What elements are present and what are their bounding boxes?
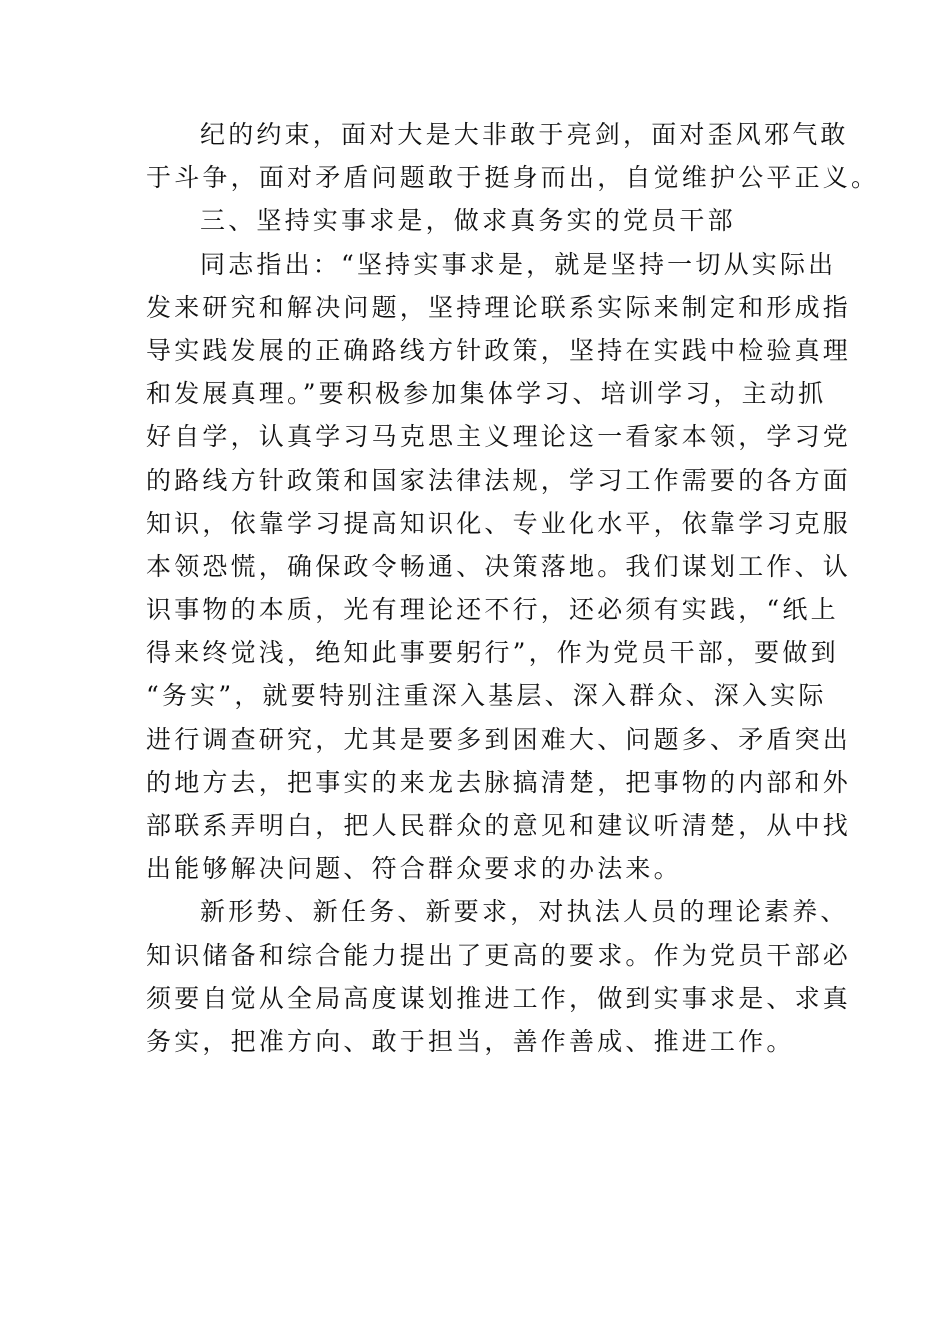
text-line: 得来终觉浅，绝知此事要躬行”，作为党员干部，要做到 xyxy=(146,638,839,668)
section-heading: 三、坚持实事求是，做求真务实的党员干部 xyxy=(200,206,736,236)
text-line: 部联系弄明白，把人民群众的意见和建议听清楚，从中找 xyxy=(146,811,852,840)
text-line: 好自学，认真学习马克思主义理论这一看家本领，学习党 xyxy=(146,422,852,452)
text-line: 同志指出：“坚持实事求是，就是坚持一切从实际出 xyxy=(200,249,837,279)
text-line: 的路线方针政策和国家法律法规，学习工作需要的各方面 xyxy=(146,465,852,495)
text-line: “务实”，就要特别注重深入基层、深入群众、深入实际 xyxy=(146,681,827,711)
text-line: 知识储备和综合能力提出了更高的要求。作为党员干部必 xyxy=(146,940,852,970)
text-line: 于斗争，面对矛盾问题敢于挺身而出，自觉维护公平正义。 xyxy=(146,163,880,193)
text-line: 的地方去，把事实的来龙去脉搞清楚，把事物的内部和外 xyxy=(146,767,852,797)
text-line: 发来研究和解决问题，坚持理论联系实际来制定和形成指 xyxy=(146,292,852,322)
text-line: 须要自觉从全局高度谋划推进工作，做到实事求是、求真 xyxy=(146,983,852,1013)
text-line: 导实践发展的正确路线方针政策，坚持在实践中检验真理 xyxy=(146,335,852,365)
text-line: 知识，依靠学习提高知识化、专业化水平，依靠学习克服 xyxy=(146,508,852,538)
body-text xyxy=(146,113,880,1063)
text-line: 识事物的本质，光有理论还不行，还必须有实践，“纸上 xyxy=(146,595,839,625)
text-line: 进行调查研究，尤其是要多到困难大、问题多、矛盾突出 xyxy=(146,724,852,754)
text-line: 出能够解决问题、符合群众要求的办法来。 xyxy=(146,854,682,884)
text-line: 务实，把准方向、敢于担当，善作善成、推进工作。 xyxy=(146,1026,795,1056)
text-line: 新形势、新任务、新要求，对执法人员的理论素养、 xyxy=(200,897,849,927)
text-line: 纪的约束，面对大是大非敢于亮剑，面对歪风邪气敢 xyxy=(200,120,849,149)
text-line: 本领恐慌，确保政令畅通、决策落地。我们谋划工作、认 xyxy=(146,551,852,581)
text-line: 和发展真理。”要积极参加集体学习、培训学习，主动抓 xyxy=(146,379,827,409)
